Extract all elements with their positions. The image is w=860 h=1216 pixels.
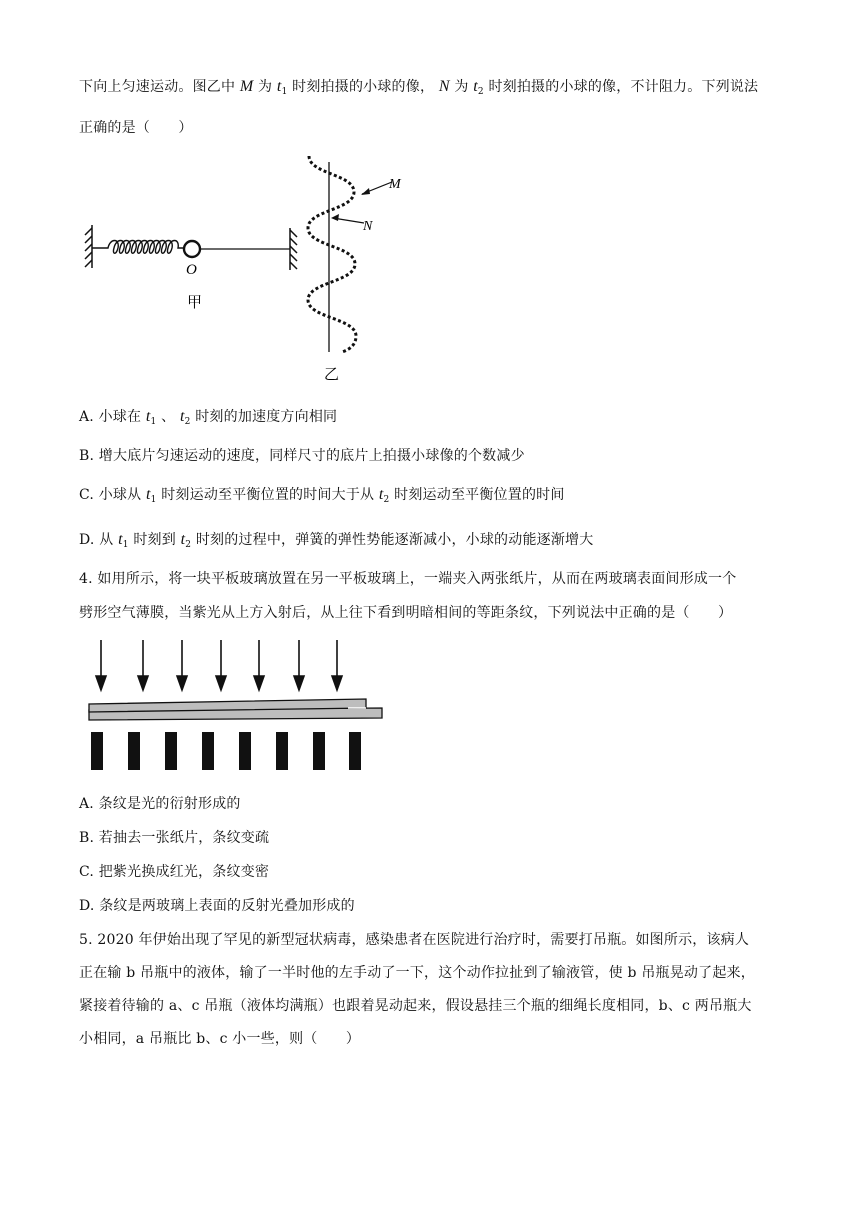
text-segment: 时刻的加速度方向相同 [195,409,338,425]
q5-stem-line1: 5. 2020 年伊始出现了罕见的新型冠状病毒，感染患者在医院进行治疗时，需要打吊瓶。如图所示，该病人 [79,932,750,948]
variable-t: t [118,531,123,548]
label-N: N [363,219,373,234]
text-segment: A. 小球在 [79,409,142,425]
label-jia: 甲 [187,293,203,311]
arrow-M-head [361,188,370,195]
sine-trace [308,156,356,352]
subscript: 2 [184,417,191,427]
q3-option-a [79,407,337,432]
spring [92,241,184,254]
subscript: 1 [150,417,157,427]
subscript: 2 [477,87,484,97]
label-yi: 乙 [324,365,340,383]
subscript: 2 [185,540,192,550]
subscript: 1 [150,495,157,505]
variable-M: M [239,78,254,95]
q4-option-c: C. 把紫光换成红光，条纹变密 [79,864,270,880]
q4-stem-line1: 4. 如用所示，将一块平板玻璃放置在另一平板玻璃上，一端夹入两张纸片，从而在两玻璃表面间形成一个 [79,571,737,587]
q4-option-a: A. 条纹是光的衍射形成的 [79,796,241,812]
text-segment: 、 [161,409,176,425]
subscript: 2 [383,495,390,505]
variable-t: t [473,78,478,95]
ball [184,241,200,257]
text-segment: 时刻运动至平衡位置的时间 [394,487,565,503]
text-segment: 下向上匀速运动。图乙中 [79,79,236,95]
right-wall [290,228,297,270]
q4-figure [82,636,392,776]
text-segment: 时刻运动至平衡位置的时间大于从 [161,487,375,503]
arrow-N-head [331,214,339,221]
q4-option-b: B. 若抽去一张纸片，条纹变疏 [79,830,270,846]
q3-option-c [79,485,565,510]
variable-t: t [145,486,151,503]
label-O: O [186,262,197,278]
variable-t: t [179,408,185,425]
q5-stem-line3: 紧接着待输的 a、c 吊瓶（液体均满瓶）也跟着晃动起来，假设悬挂三个瓶的细绳长度相同，b、c 两吊瓶大 [79,998,752,1014]
q3-figure [80,150,420,390]
subscript: 1 [122,540,129,550]
text-segment: 时刻的过程中，弹簧的弹性势能逐渐减小，小球的动能逐渐增大 [195,532,594,548]
q5-stem-line2: 正在输 b 吊瓶中的液体，输了一半时他的左手动了一下，这个动作拉扯到了输液管，使 b 吊瓶晃动了起来， [79,965,755,981]
variable-t: t [276,78,282,95]
q4-stem-line2: 劈形空气薄膜，当紫光从上方入射后，从上往下看到明暗相间的等距条纹，下列说法中正确的是（ ） [79,605,733,621]
q3-stem-line2: 正确的是（ ） [79,120,193,136]
variable-t: t [378,486,384,503]
q3-option-d [79,530,593,555]
q4-option-d: D. 条纹是两玻璃上表面的反射光叠加形成的 [79,898,355,914]
q3-stem-line1 [79,77,758,102]
interference-fringes [91,732,361,770]
variable-t: t [180,531,186,548]
text-segment: 时刻拍摄的小球的像， [292,79,435,95]
subscript: 1 [281,87,288,97]
text-segment: 时刻到 [133,532,176,548]
incident-light-arrows [96,640,342,690]
text-segment: C. 小球从 [79,487,142,503]
q5-stem-line4: 小相同，a 吊瓶比 b、c 小一些，则（ ） [79,1031,361,1047]
left-wall [85,225,92,268]
text-segment: 为 [454,79,469,95]
label-M: M [389,177,401,192]
text-segment: D. 从 [79,532,114,548]
text-segment: 为 [258,79,273,95]
variable-t: t [145,408,151,425]
text-segment: 时刻拍摄的小球的像，不计阻力。下列说法 [488,79,759,95]
variable-N: N [438,78,450,95]
q3-option-b: B. 增大底片匀速运动的速度，同样尺寸的底片上拍摄小球像的个数减少 [79,448,525,464]
